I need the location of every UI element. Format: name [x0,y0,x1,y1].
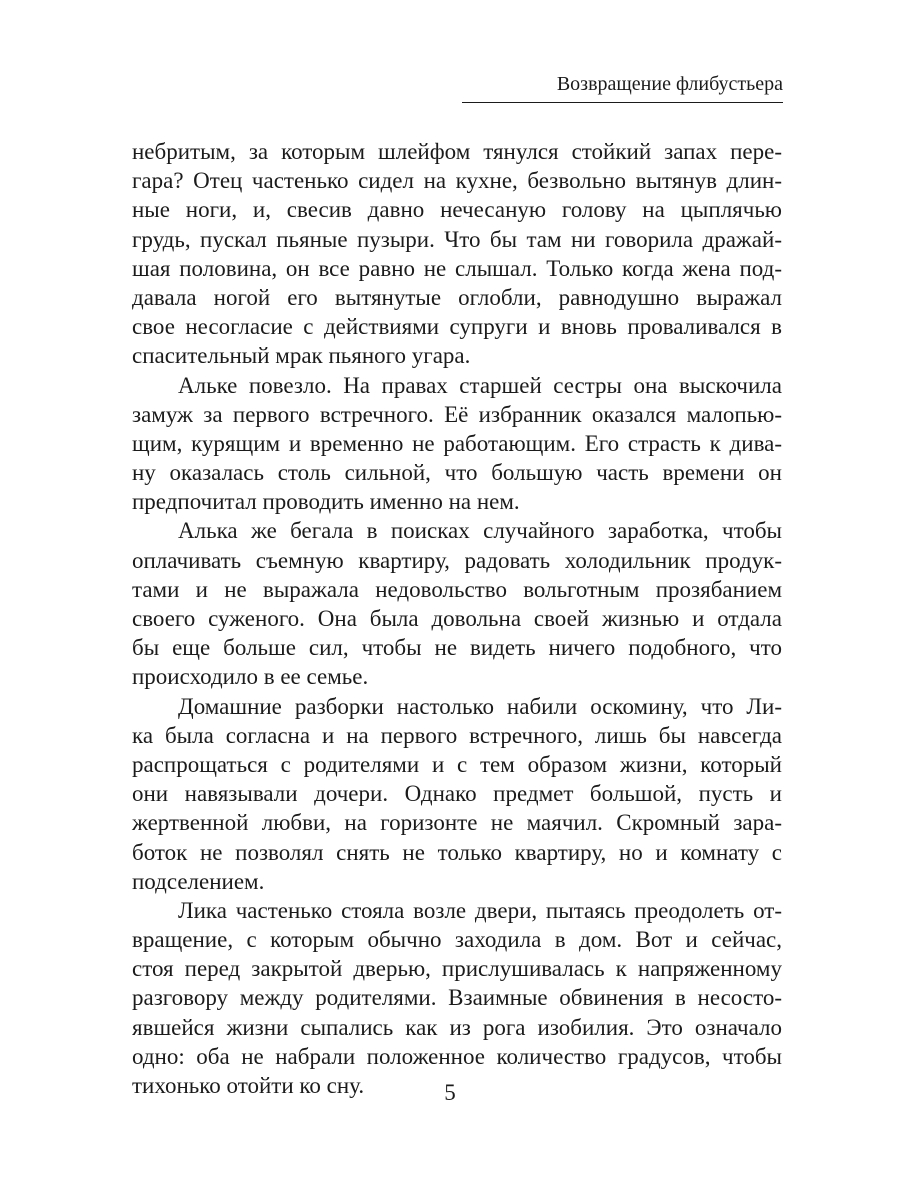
text-line: замуж за первого встречного. Её избранник оказался малопью- [132,401,782,427]
text-line: оплачивать съемную квартиру, радовать холодильник продук- [132,547,782,573]
text-line: тихонько отойти ко сну. [132,1073,365,1098]
text-line: Алька же бегала в поисках случайного заработка, чтобы [178,518,782,544]
text-line: ну оказалась столь сильной, что большую часть времени он [132,460,782,486]
text-line: предпочитал проводить именно на нем. [132,489,520,515]
paragraph-1 [132,137,782,371]
text-line: вращение, с которым обычно заходила в дом. Вот и сейчас, [132,927,782,953]
body-text [132,137,782,1100]
text-line: Альке повезло. На правах старшей сестры она выскочила [178,372,782,398]
text-line: своего суженого. Она была довольна своей жизнью и отдала [132,606,782,631]
text-line: они навязывали дочери. Однако предмет большой, пусть и [132,781,782,807]
text-line: свое несогласие с действиями супруги и вновь проваливался в [132,314,782,340]
text-line: жертвенной любви, на горизонте не маячил. Скромный зара- [132,810,782,836]
paragraph-5 [132,896,782,1100]
text-line: распрощаться с родителями и с тем образом жизни, который [132,751,782,777]
text-line: происходило в ее семье. [132,664,369,690]
text-line: щим, курящим и временно не работающим. Его страсть к дива- [132,430,782,456]
paragraph-2 [132,371,782,517]
paragraph-4 [132,692,782,896]
text-line: боток не позволял снять не только квартиру, но и комнату с [132,839,782,865]
text-line: стоя перед закрытой дверью, прислушивалась к напряженному [132,956,782,982]
text-line: Домашние разборки настолько набили оскомину, что Ли- [178,693,782,719]
text-line: бы еще больше сил, чтобы не видеть ничего подобного, что [132,635,782,661]
page-number: 5 [444,1080,456,1105]
text-line: ные ноги, и, свесив давно нечесаную голову на цыплячью [132,197,782,223]
text-line: явшейся жизни сыпались как из рога изобилия. Это означало [132,1014,782,1040]
text-line: шая половина, он все равно не слышал. Только когда жена под- [132,255,782,281]
paragraph-3 [132,516,782,691]
header-rule [462,102,783,103]
text-line: подселением. [132,868,265,894]
running-head-title: Возвращение флибустьера [556,73,783,95]
text-line: ка была согласна и на первого встречного, лишь бы навсегда [132,722,782,748]
text-line: Лика частенько стояла возле двери, пытаясь преодолеть от- [178,897,782,923]
text-line: грудь, пускал пьяные пузыри. Что бы там ни говорила дражай- [132,226,782,252]
text-line: одно: оба не набрали положенное количество градусов, чтобы [132,1043,782,1069]
text-line: тами и не выражала недовольство вольготным прозябанием [132,576,782,602]
text-line: разговору между родителями. Взаимные обвинения в несосто- [132,985,782,1011]
text-line: небритым, за которым шлейфом тянулся стойкий запах пере- [132,139,782,164]
text-line: гара? Отец частенько сидел на кухне, безвольно вытянув длин- [132,168,782,194]
text-line: спасительный мрак пьяного угара. [132,343,471,369]
text-line: давала ногой его вытянутые оглобли, равнодушно выражал [132,284,782,310]
